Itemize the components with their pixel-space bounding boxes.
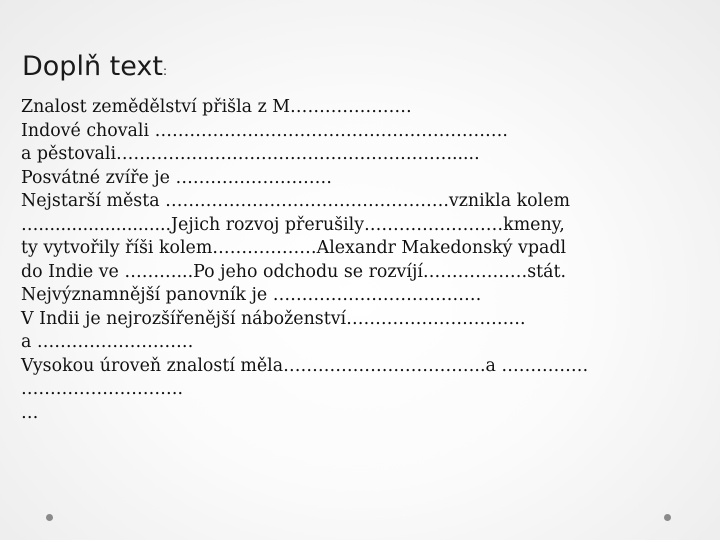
slide-title-text: Doplň text <box>22 51 163 83</box>
exercise-line-11: a ……………………… <box>21 332 194 352</box>
exercise-line-10: V Indii je nejrozšířenější náboženství…………………………. <box>21 308 526 329</box>
exercise-line-13: ………………………. <box>21 379 184 399</box>
exercise-line-14: … <box>21 402 39 423</box>
exercise-line-1: Znalost zemědělství přišla z M………………… <box>21 97 412 117</box>
exercise-line-7: ty vytvořily říši kolem………………Alexandr Makedonský vpadl <box>21 238 567 258</box>
footer-dot-left <box>46 514 53 521</box>
exercise-line-5: Nejstarší města ………………………………………….vznikla kolem <box>21 191 570 211</box>
exercise-line-4: Posvátné zvíře je ……………………… <box>21 167 333 188</box>
exercise-line-12: Vysokou úroveň znalostí měla……………………………..a …………… <box>21 355 589 376</box>
exercise-line-2: Indové chovali ……………………………………………………. <box>21 120 508 141</box>
exercise-line-3: a pěstovali…………………………………………………...... <box>21 144 480 164</box>
exercise-line-8: do Indie ve ………...Po jeho odchodu se rozvíjí………………stát. <box>21 261 567 282</box>
exercise-text <box>21 96 720 425</box>
slide-title <box>22 49 167 89</box>
footer-dot-right <box>664 514 671 521</box>
slide-title-colon: : <box>162 64 167 79</box>
exercise-line-9: Nejvýznamnější panovník je ……………………………… <box>21 285 482 305</box>
exercise-line-6: …........................Jejich rozvoj přerušily……………………kmeny, <box>21 214 565 235</box>
